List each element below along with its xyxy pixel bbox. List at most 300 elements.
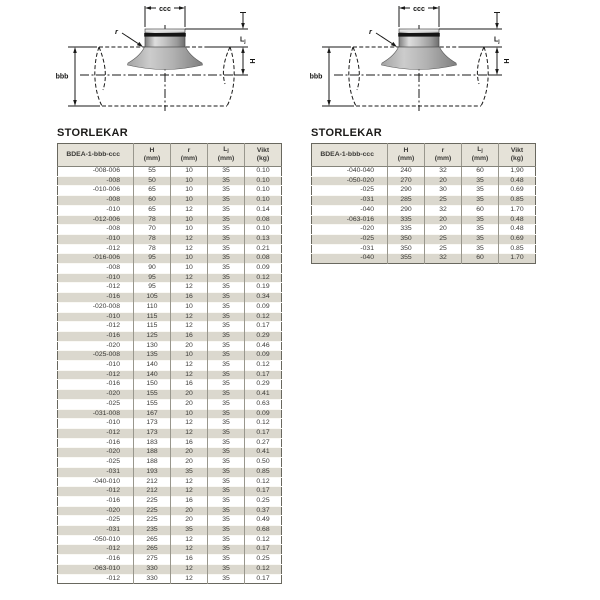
cell-vikt: 0.48 [499, 215, 536, 225]
cell-lj: 35 [208, 419, 245, 429]
table-row [58, 273, 282, 283]
gasket-ring [398, 33, 440, 37]
cell-vikt: 0.48 [499, 176, 536, 186]
cell-code: -050-020 [312, 176, 388, 186]
cell-h: 212 [134, 487, 171, 497]
cell-h: 70 [134, 225, 171, 235]
cell-vikt: 0.19 [245, 283, 282, 293]
saddle-base [128, 46, 203, 70]
cell-code: -010 [58, 419, 134, 429]
cell-vikt: 0.34 [245, 293, 282, 303]
cell-h: 140 [134, 361, 171, 371]
table-row [58, 283, 282, 293]
cell-lj: 35 [208, 506, 245, 516]
header-col: Vikt (kg) [245, 144, 282, 167]
cell-code: -025 [58, 399, 134, 409]
h-arrow-top [495, 47, 499, 53]
lj-arrow [241, 23, 245, 29]
cell-h: 225 [134, 506, 171, 516]
table-row [312, 244, 536, 254]
cell-code: -020 [58, 506, 134, 516]
cell-vikt: 0.25 [245, 555, 282, 565]
cell-vikt: 0.12 [245, 419, 282, 429]
cell-r: 20 [425, 176, 462, 186]
cell-vikt: 0.68 [245, 526, 282, 536]
r-arrow [391, 42, 397, 47]
cell-code: -012 [58, 322, 134, 332]
table-row [58, 380, 282, 390]
table-row [58, 487, 282, 497]
sizes-table-right [311, 143, 536, 264]
cell-vikt: 0.12 [245, 477, 282, 487]
cell-lj: 35 [462, 244, 499, 254]
cell-vikt: 0.69 [499, 234, 536, 244]
saddle-tap-drawing [52, 4, 302, 122]
header-col: H (mm) [388, 144, 425, 167]
cell-vikt: 0.17 [245, 370, 282, 380]
cell-h: 335 [388, 215, 425, 225]
cell-vikt: 0.12 [245, 535, 282, 545]
cell-r: 12 [171, 535, 208, 545]
header-col: $L_j$ (mm) [208, 144, 245, 167]
cell-r: 25 [425, 196, 462, 206]
table-row [58, 574, 282, 584]
cell-r: 12 [171, 370, 208, 380]
cell-h: 188 [134, 448, 171, 458]
cell-code: -010 [58, 205, 134, 215]
cell-vikt: 0.17 [245, 487, 282, 497]
cell-lj: 35 [208, 409, 245, 419]
cell-lj: 35 [208, 448, 245, 458]
bbb-arrow-top [73, 47, 77, 53]
section-title: STORLEKAR [57, 127, 128, 139]
cell-lj: 35 [208, 283, 245, 293]
cell-h: 65 [134, 186, 171, 196]
cell-h: 60 [134, 196, 171, 206]
cell-lj: 35 [208, 196, 245, 206]
cell-h: 78 [134, 244, 171, 254]
cell-code: -025 [58, 516, 134, 526]
cell-h: 95 [134, 273, 171, 283]
bbb-label: bbb [309, 73, 323, 81]
section-title: STORLEKAR [311, 127, 382, 139]
h-label: H [502, 58, 509, 64]
table-row [58, 516, 282, 526]
table-row [58, 477, 282, 487]
cell-r: 12 [171, 487, 208, 497]
cell-r: 35 [171, 467, 208, 477]
cell-h: 285 [388, 196, 425, 206]
cell-vikt: 0.29 [245, 331, 282, 341]
table-row [58, 526, 282, 536]
header-col: Vikt (kg) [499, 144, 536, 167]
gasket-ring [144, 33, 186, 37]
cell-lj: 60 [462, 254, 499, 264]
header-col: $L_j$ (mm) [462, 144, 499, 167]
collar-top-rim [145, 29, 184, 31]
table-row [58, 322, 282, 332]
cell-r: 12 [171, 574, 208, 584]
cell-vikt: 0.85 [499, 244, 536, 254]
table-row [58, 535, 282, 545]
cell-vikt: 0.12 [245, 361, 282, 371]
table-row [58, 302, 282, 312]
r-arrow [137, 42, 143, 47]
cell-r: 12 [171, 428, 208, 438]
cell-vikt: 0.17 [245, 545, 282, 555]
cell-code: -016 [58, 331, 134, 341]
cell-code: -050-010 [58, 535, 134, 545]
table-row [58, 370, 282, 380]
cell-vikt: 0.17 [245, 574, 282, 584]
cell-vikt: 0.17 [245, 428, 282, 438]
h-arrow-top [241, 47, 245, 53]
cell-code: -008 [58, 225, 134, 235]
cell-lj: 35 [208, 390, 245, 400]
cell-code: -010 [58, 312, 134, 322]
cell-vikt: 0.85 [245, 467, 282, 477]
cell-lj: 35 [208, 555, 245, 565]
cell-vikt: 0.08 [245, 215, 282, 225]
cell-code: -010 [58, 273, 134, 283]
cell-lj: 35 [208, 312, 245, 322]
cell-r: 10 [171, 225, 208, 235]
cell-h: 330 [134, 574, 171, 584]
cell-code: -012 [58, 545, 134, 555]
cell-lj: 35 [208, 380, 245, 390]
cell-vikt: 0.85 [499, 196, 536, 206]
bbb-arrow-bottom [73, 100, 77, 106]
cell-vikt: 0.29 [245, 380, 282, 390]
cell-code: -012 [58, 428, 134, 438]
cell-r: 10 [171, 186, 208, 196]
cell-lj: 35 [208, 322, 245, 332]
collar-top-rim [399, 29, 438, 31]
cell-lj: 35 [208, 535, 245, 545]
ccc-arrow-right [433, 6, 439, 10]
cell-lj: 35 [462, 186, 499, 196]
cell-vikt: 0.63 [245, 399, 282, 409]
bbb-arrow-bottom [327, 100, 331, 106]
cell-r: 20 [425, 225, 462, 235]
table-row [312, 205, 536, 215]
cell-h: 78 [134, 215, 171, 225]
cell-code: -016 [58, 380, 134, 390]
cell-vikt: 0.37 [245, 506, 282, 516]
cell-r: 12 [171, 273, 208, 283]
cell-vikt: 0.46 [245, 341, 282, 351]
ccc-arrow-right [179, 6, 185, 10]
cell-h: 55 [134, 167, 171, 177]
cell-vikt: 0.12 [245, 312, 282, 322]
cell-h: 270 [388, 176, 425, 186]
cell-code: -040 [312, 205, 388, 215]
cell-lj: 35 [208, 516, 245, 526]
cell-code: -040 [312, 254, 388, 264]
cell-lj: 35 [208, 458, 245, 468]
cell-h: 78 [134, 234, 171, 244]
h-arrow-bottom [241, 69, 245, 75]
cell-lj: 35 [462, 225, 499, 235]
table-row [58, 205, 282, 215]
cell-vikt: 0.10 [245, 176, 282, 186]
table-row [312, 196, 536, 206]
table-row [58, 496, 282, 506]
header-row [312, 144, 536, 167]
cell-lj: 35 [208, 331, 245, 341]
cell-lj: 35 [462, 234, 499, 244]
cell-r: 35 [171, 526, 208, 536]
table-row [58, 225, 282, 235]
cell-code: -008-006 [58, 167, 134, 177]
cell-lj: 35 [208, 477, 245, 487]
cell-r: 12 [171, 564, 208, 574]
cell-code: -040-040 [312, 167, 388, 177]
cell-vikt: 0.25 [245, 496, 282, 506]
sizes-section-right [311, 127, 536, 264]
cell-h: 225 [134, 496, 171, 506]
table-row [312, 167, 536, 177]
cell-r: 16 [171, 331, 208, 341]
table-row [58, 448, 282, 458]
cell-lj: 35 [208, 351, 245, 361]
cell-vikt: 0.09 [245, 302, 282, 312]
cell-vikt: 1,90 [499, 167, 536, 177]
cell-r: 12 [171, 477, 208, 487]
cell-code: -063-010 [58, 564, 134, 574]
cell-h: 183 [134, 438, 171, 448]
cell-r: 12 [171, 205, 208, 215]
fitting-diagram-right [306, 4, 556, 127]
cell-code: -012-006 [58, 215, 134, 225]
cell-code: -031 [58, 467, 134, 477]
table-row [58, 244, 282, 254]
cell-h: 290 [388, 186, 425, 196]
cell-vikt: 0.08 [245, 254, 282, 264]
cell-r: 20 [425, 215, 462, 225]
cell-lj: 35 [208, 254, 245, 264]
cell-r: 10 [171, 302, 208, 312]
ccc-arrow-left [399, 6, 405, 10]
table-row [58, 564, 282, 574]
cell-vikt: 0.17 [245, 322, 282, 332]
cell-h: 235 [134, 526, 171, 536]
table-row [58, 341, 282, 351]
cell-code: -031 [58, 526, 134, 536]
cell-h: 65 [134, 205, 171, 215]
table-row [58, 351, 282, 361]
cell-r: 25 [425, 234, 462, 244]
cell-h: 155 [134, 399, 171, 409]
cell-r: 12 [171, 545, 208, 555]
saddle-tap-drawing [306, 4, 556, 122]
cell-code: -016-006 [58, 254, 134, 264]
cell-code: -025 [312, 186, 388, 196]
header-code: BDEA-1-bbb-ccc [312, 144, 388, 167]
r-leader-line [376, 33, 392, 44]
cell-code: -031 [312, 244, 388, 254]
cell-h: 275 [134, 555, 171, 565]
cell-code: -020 [312, 225, 388, 235]
table-row [58, 506, 282, 516]
cell-lj: 35 [208, 244, 245, 254]
cell-r: 20 [171, 390, 208, 400]
cell-code: -016 [58, 555, 134, 565]
table-row [58, 409, 282, 419]
cell-code: -012 [58, 574, 134, 584]
header-col: r (mm) [425, 144, 462, 167]
cell-code: -040-010 [58, 477, 134, 487]
cell-vikt: 0.09 [245, 264, 282, 274]
cell-code: -025 [58, 458, 134, 468]
cell-vikt: 0.09 [245, 409, 282, 419]
lj-arrow [495, 23, 499, 29]
r-label: r [115, 27, 118, 36]
cell-lj: 35 [208, 302, 245, 312]
cell-h: 330 [134, 564, 171, 574]
cell-r: 12 [171, 419, 208, 429]
cell-lj: 35 [208, 467, 245, 477]
cell-code: -012 [58, 487, 134, 497]
table-row [58, 555, 282, 565]
cell-h: 355 [388, 254, 425, 264]
table-row [58, 458, 282, 468]
cell-vikt: 0.10 [245, 196, 282, 206]
cell-lj: 35 [208, 564, 245, 574]
cell-lj: 35 [208, 234, 245, 244]
h-arrow-bottom [495, 69, 499, 75]
cell-h: 265 [134, 535, 171, 545]
table-row [58, 167, 282, 177]
cell-r: 10 [171, 254, 208, 264]
cell-r: 12 [171, 322, 208, 332]
r-leader-line [122, 33, 138, 44]
table-row [312, 234, 536, 244]
table-row [312, 176, 536, 186]
cell-lj: 35 [208, 215, 245, 225]
cell-h: 95 [134, 254, 171, 264]
ccc-label: ccc [159, 6, 171, 13]
cell-r: 20 [171, 341, 208, 351]
cell-h: 290 [388, 205, 425, 215]
cell-vikt: 0.49 [245, 516, 282, 526]
table-row [58, 215, 282, 225]
cell-h: 115 [134, 312, 171, 322]
cell-h: 95 [134, 283, 171, 293]
cell-r: 20 [171, 458, 208, 468]
cell-vikt: 0.69 [499, 186, 536, 196]
saddle-base [382, 46, 457, 70]
cell-code: -010-006 [58, 186, 134, 196]
cell-r: 20 [171, 516, 208, 526]
cell-h: 225 [134, 516, 171, 526]
cell-lj: 35 [208, 370, 245, 380]
cell-code: -025 [312, 234, 388, 244]
cell-h: 105 [134, 293, 171, 303]
cell-code: -008 [58, 264, 134, 274]
cell-lj: 35 [208, 167, 245, 177]
cell-code: -020 [58, 390, 134, 400]
table-row [58, 545, 282, 555]
cell-vikt: 1.70 [499, 254, 536, 264]
cell-code: -020 [58, 448, 134, 458]
cell-h: 193 [134, 467, 171, 477]
cell-code: -016 [58, 438, 134, 448]
cell-vikt: 0.13 [245, 234, 282, 244]
lj-label: $L_j$ [240, 36, 246, 45]
cell-h: 135 [134, 351, 171, 361]
cell-r: 10 [171, 409, 208, 419]
header-row [58, 144, 282, 167]
cell-vikt: 0.10 [245, 186, 282, 196]
cell-vikt: 0.41 [245, 390, 282, 400]
table-row [58, 331, 282, 341]
table-row [312, 215, 536, 225]
cell-r: 10 [171, 196, 208, 206]
cell-h: 167 [134, 409, 171, 419]
cell-lj: 35 [208, 186, 245, 196]
cell-lj: 35 [208, 438, 245, 448]
cell-r: 20 [171, 506, 208, 516]
cell-code: -020-008 [58, 302, 134, 312]
header-code: BDEA-1-bbb-ccc [58, 144, 134, 167]
lj-label: $L_j$ [494, 36, 500, 45]
table-row [58, 196, 282, 206]
cell-vikt: 1.70 [499, 205, 536, 215]
cell-h: 125 [134, 331, 171, 341]
cell-lj: 35 [208, 545, 245, 555]
cell-r: 25 [425, 244, 462, 254]
cell-h: 240 [388, 167, 425, 177]
cell-r: 30 [425, 186, 462, 196]
r-label: r [369, 27, 372, 36]
ccc-label: ccc [413, 6, 425, 13]
bbb-dimension [68, 47, 100, 106]
cell-code: -012 [58, 283, 134, 293]
table-row [58, 293, 282, 303]
cell-h: 110 [134, 302, 171, 312]
table-row [58, 186, 282, 196]
table-row [58, 438, 282, 448]
cell-h: 173 [134, 419, 171, 429]
table-row [58, 428, 282, 438]
cell-h: 115 [134, 322, 171, 332]
cell-code: -031 [312, 196, 388, 206]
cell-lj: 35 [462, 176, 499, 186]
cell-vikt: 0.12 [245, 564, 282, 574]
cell-vikt: 0.09 [245, 351, 282, 361]
table-row [58, 399, 282, 409]
cell-lj: 60 [462, 205, 499, 215]
table-row [58, 312, 282, 322]
cell-r: 16 [171, 293, 208, 303]
cell-h: 350 [388, 234, 425, 244]
cell-vikt: 0.27 [245, 438, 282, 448]
cell-r: 10 [171, 215, 208, 225]
cell-r: 20 [171, 448, 208, 458]
fitting-diagram-left [52, 4, 302, 127]
cell-r: 10 [171, 167, 208, 177]
cell-code: -031-008 [58, 409, 134, 419]
cell-h: 350 [388, 244, 425, 254]
cell-lj: 35 [208, 273, 245, 283]
cell-code: -016 [58, 496, 134, 506]
cell-h: 212 [134, 477, 171, 487]
cell-lj: 35 [462, 215, 499, 225]
cell-h: 90 [134, 264, 171, 274]
cell-h: 173 [134, 428, 171, 438]
table-row [58, 264, 282, 274]
